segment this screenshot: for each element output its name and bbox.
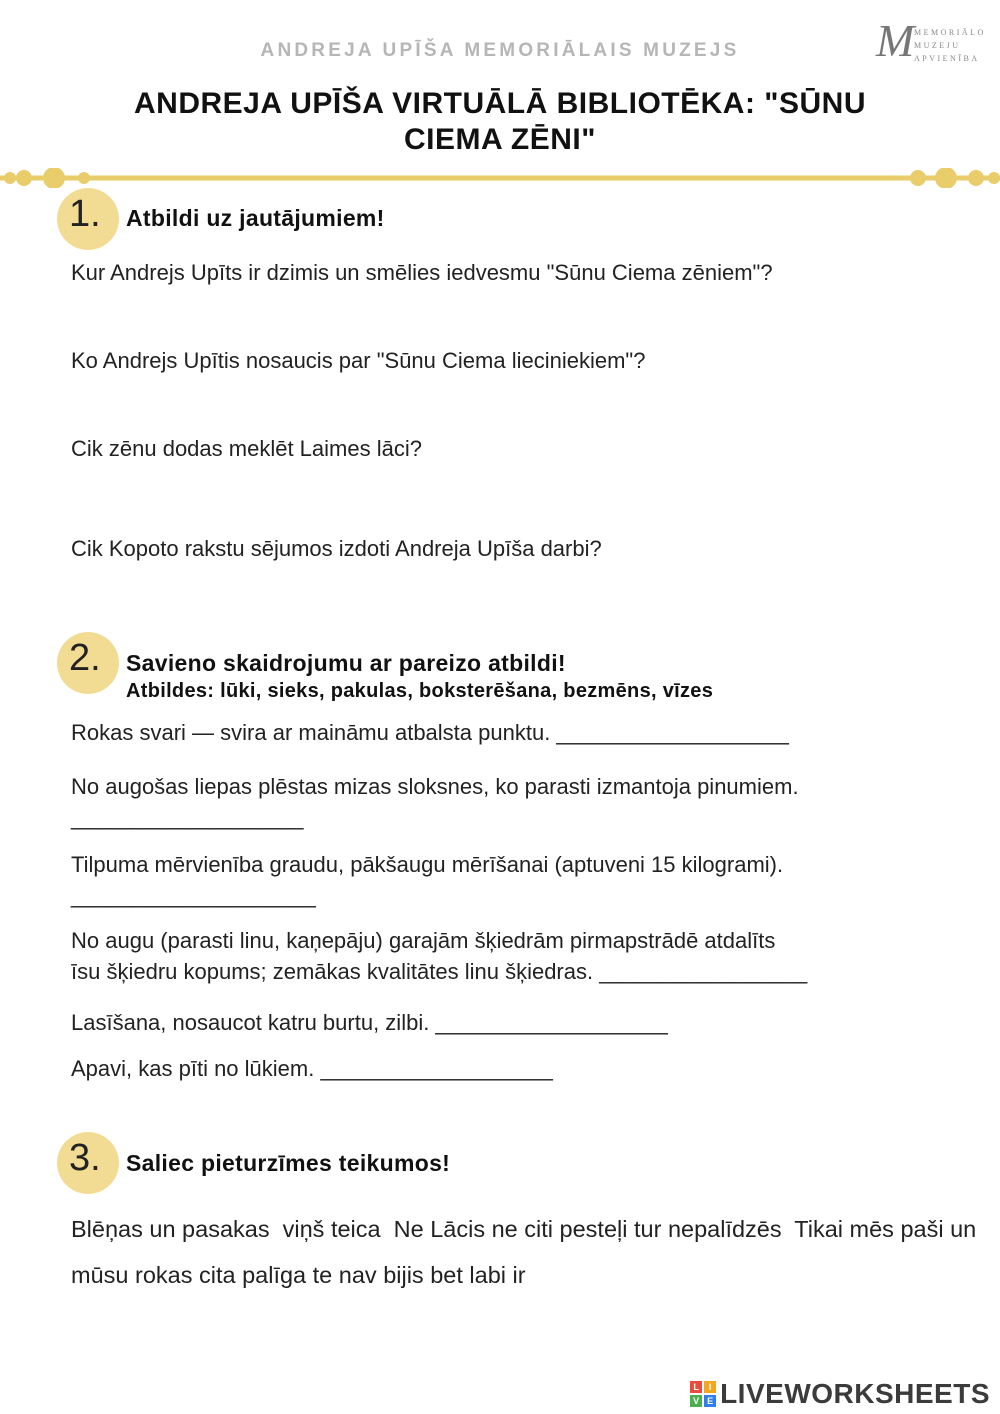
liveworksheets-watermark xyxy=(690,1378,990,1410)
logo-letter-v: V xyxy=(690,1395,702,1407)
museum-logo xyxy=(876,15,986,70)
section-2-number-badge xyxy=(57,632,119,694)
match-item-6: Apavi, kas pīti no lūkiem. ___________________ xyxy=(71,1056,553,1081)
section-2-number: 2. xyxy=(69,637,101,679)
match-item-3-answer-blank[interactable]: ____________________ xyxy=(71,883,316,908)
page-title-line-1: ANDREJA UPĪŠA VIRTUĀLĀ BIBLIOTĒKA: "SŪNU xyxy=(133,87,867,120)
logo-letter-e: E xyxy=(704,1395,716,1407)
liveworksheets-brand: LIVEWORKSHEETS xyxy=(720,1378,990,1409)
section-1-title: Atbildi uz jautājumiem! xyxy=(126,205,385,231)
liveworksheets-logo-icon xyxy=(690,1381,716,1407)
match-item-2: No augošas liepas plēstas mizas sloksnes, ko parasti izmantoja pinumiem. xyxy=(71,774,799,799)
match-item-1: Rokas svari — svira ar maināmu atbalsta punktu. ___________________ xyxy=(71,720,789,745)
page-title-line-2: CIEMA ZĒNI" xyxy=(404,123,596,156)
match-item-5: Lasīšana, nosaucot katru burtu, zilbi. ___________________ xyxy=(71,1010,668,1035)
logo-text-2: MUZEJU xyxy=(914,41,961,50)
logo-text-3: APVIENĪBA xyxy=(914,54,980,63)
logo-letter-i: I xyxy=(704,1381,716,1393)
question-2: Ko Andrejs Upītis nosaucis par "Sūnu Ciema lieciniekiem"? xyxy=(71,348,646,373)
match-item-2-answer-blank[interactable]: ___________________ xyxy=(71,805,304,830)
section-3-title: Saliec pieturzīmes teikumos! xyxy=(126,1150,451,1176)
decorative-divider xyxy=(0,168,1000,188)
section-3-number: 3. xyxy=(69,1137,101,1179)
section-1-number: 1. xyxy=(69,193,101,235)
page-title xyxy=(60,86,940,158)
logo-text-1: MEMORIĀLO xyxy=(914,28,986,37)
question-4: Cik Kopoto rakstu sējumos izdoti Andreja Upīša darbi? xyxy=(71,536,602,561)
museum-name: ANDREJA UPĪŠA MEMORIĀLAIS MUZEJS xyxy=(260,40,740,61)
punctuation-exercise-text[interactable]: Blēņas un pasakas viņš teica Ne Lācis ne citi pesteļi tur nepalīdzēs Tikai mēs paši un mūsu rokas cita palīga te nav bijis bet labi ir xyxy=(71,1216,983,1288)
section-1-number-badge xyxy=(57,188,119,250)
match-item-4-line-2: īsu šķiedru kopums; zemākas kvalitātes linu šķiedras. _________________ xyxy=(71,959,808,984)
question-3: Cik zēnu dodas meklēt Laimes lāci? xyxy=(71,436,422,461)
question-1: Kur Andrejs Upīts ir dzimis un smēlies iedvesmu "Sūnu Ciema zēniem"? xyxy=(71,260,773,285)
match-item-4-line-1: No augu (parasti linu, kaņepāju) garajām šķiedrām pirmapstrādē atdalīts xyxy=(71,928,776,953)
section-2-title: Savieno skaidrojumu ar pareizo atbildi! xyxy=(126,650,566,676)
logo-mark: M xyxy=(876,15,915,66)
section-3-number-badge xyxy=(57,1132,119,1194)
section-2-answer-options: Atbildes: lūki, sieks, pakulas, boksterēšana, bezmēns, vīzes xyxy=(126,680,714,702)
logo-letter-l: L xyxy=(690,1381,702,1393)
match-item-3: Tilpuma mērvienība graudu, pākšaugu mērīšanai (aptuveni 15 kilogrami). xyxy=(71,852,784,877)
